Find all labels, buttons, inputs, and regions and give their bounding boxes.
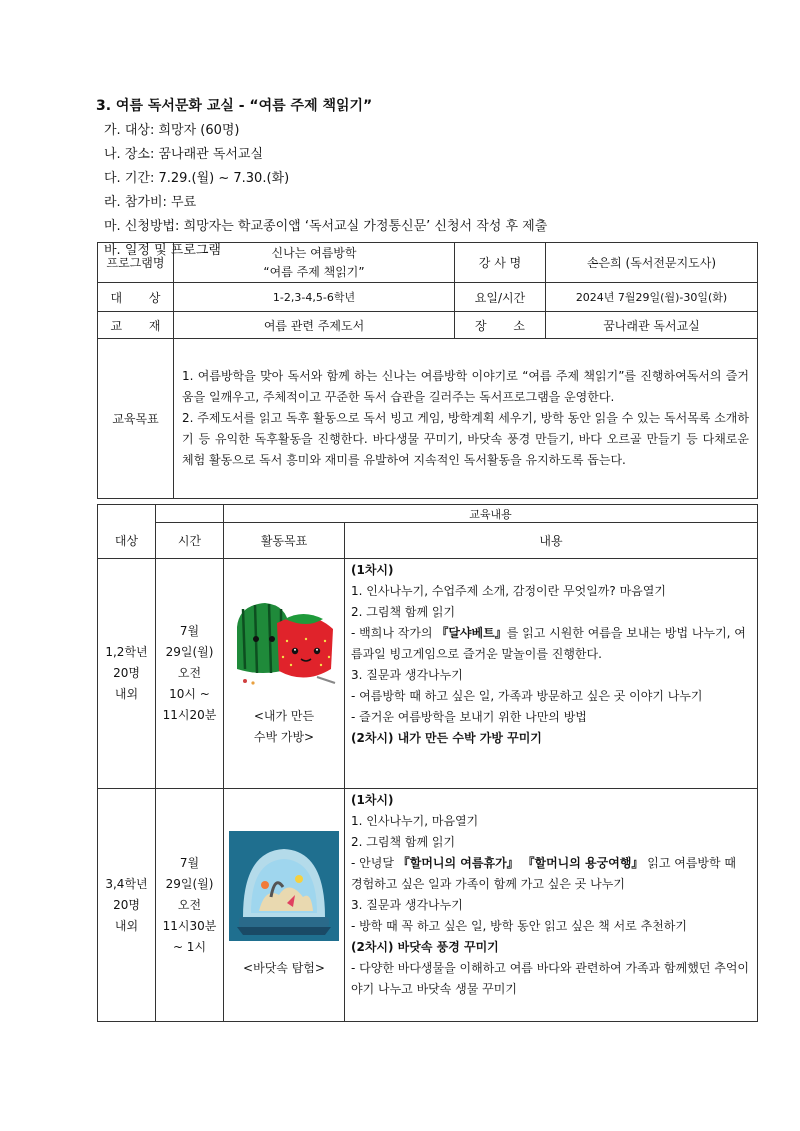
education-goal: 1. 여름방학을 맞아 독서와 함께 하는 신나는 여름방학 이야기로 “여름 주제 책읽기”를 진행하여독서의 즐거움을 일깨우고, 주체적이고 꾸준한 독서 습관을 길러주는 독서프로그램을 운영한다. 2. 주제도서를 읽고 독후 활동으로 독서 빙고 게임, 방학계획 세우기, 방학 동안 읽을 수 있는 독서목록 소개하기 등 유익한 독후활동을 진행한다. 바다생물 꾸미기, 바닷속 풍경 만들기, 바다 오르골 만들기 등 다채로운 체험 활동으로 독서 흥미와 재미를 유발하여 지속적인 독서활동을 유지하도록 돕는다. <box>174 339 758 499</box>
program-table <box>97 242 758 499</box>
col-target: 대상 <box>98 523 156 559</box>
col-goal: 활동목표 <box>224 523 345 559</box>
col-content: 내용 <box>345 523 758 559</box>
label-instructor: 강 사 명 <box>455 243 546 283</box>
row-time: 7월 29일(월) 오전 10시 ~ 11시20분 <box>156 559 224 789</box>
instructor: 손은희 (독서전문지도사) <box>546 243 758 283</box>
info-apply: 마. 신청방법: 희망자는 학교종이앱 ‘독서교실 가정통신문’ 신청서 작성 후 제출 <box>104 219 548 234</box>
activity-content: (1차시) 1. 인사나누기, 마음열기 2. 그림책 함께 읽기 - 안녕달 『할머니의 여름휴가』 『할머니의 용궁여행』 읽고 여름방학 때 경험하고 싶은 일과 가족이 함께 가고 싶은 곳 나누기 3. 질문과 생각나누기 - 방학 때 꼭 하고 싶은 일, 방학 동안 읽고 싶은 책 서로 추천하기 (2차시) 바닷속 풍경 꾸미기 - 다양한 바다생물을 이해하고 여름 바다와 관련하여 가족과 함께했던 추억이야기 나누고 바닷속 생물 꾸미기 <box>345 789 758 1022</box>
time: 2024년 7월29일(월)-30일(화) <box>546 283 758 312</box>
section-title: 3. 여름 독서문화 교실 - “여름 주제 책읽기” <box>96 98 373 114</box>
col-time: 시간 <box>156 523 224 559</box>
activity-content: (1차시) 1. 인사나누기, 수업주제 소개, 감정이란 무엇일까? 마음열기 2. 그림책 함께 읽기 - 백희나 작가의 『달샤베트』를 읽고 시원한 여름을 보내는 방법 나누기, 여름과일 빙고게임으로 즐거운 말놀이를 진행한다. 3. 질문과 생각나누기 - 여름방학 때 하고 싶은 일, 가족과 방문하고 싶은 곳 이야기 나누기 - 즐거운 여름방학을 보내기 위한 나만의 방법 (2차시) 내가 만든 수박 가방 꾸미기 <box>345 559 758 789</box>
label-goal: 교육목표 <box>98 339 174 499</box>
label-material: 교 재 <box>98 312 174 339</box>
row-time: 7월 29일(월) 오전 11시30분 ~ 1시 <box>156 789 224 1022</box>
schedule-table <box>97 504 758 1022</box>
info-schedule: 바. 일정 및 프로그램 <box>104 243 221 258</box>
table-row <box>98 789 758 1022</box>
info-place: 나. 장소: 꿈나래관 독서교실 <box>104 147 264 162</box>
watermelon-bag-image <box>229 599 339 689</box>
row-target: 3,4학년 20명 내외 <box>98 789 156 1022</box>
sea-dome-image <box>229 831 339 941</box>
info-target: 가. 대상: 희망자 (60명) <box>104 123 240 138</box>
activity-caption: <바닷속 탐험> <box>243 961 325 975</box>
label-time: 요일/시간 <box>455 283 546 312</box>
info-fee: 라. 참가비: 무료 <box>104 195 197 210</box>
activity-goal <box>224 559 345 789</box>
row-target: 1,2학년 20명 내외 <box>98 559 156 789</box>
label-program: 프로그램명 <box>98 243 174 283</box>
place: 꿈나래관 독서교실 <box>546 312 758 339</box>
activity-caption: <내가 만든 수박 가방> <box>253 709 315 744</box>
table-row <box>98 559 758 789</box>
program-name: 신나는 여름방학 “여름 주제 책읽기” <box>174 243 455 283</box>
label-place: 장 소 <box>455 312 546 339</box>
material: 여름 관련 주제도서 <box>174 312 455 339</box>
target: 1-2,3-4,5-6학년 <box>174 283 455 312</box>
info-period: 다. 기간: 7.29.(월) ~ 7.30.(화) <box>104 171 290 186</box>
schedule-header: 교육내용 <box>224 505 758 523</box>
activity-goal <box>224 789 345 1022</box>
label-target: 대 상 <box>98 283 174 312</box>
